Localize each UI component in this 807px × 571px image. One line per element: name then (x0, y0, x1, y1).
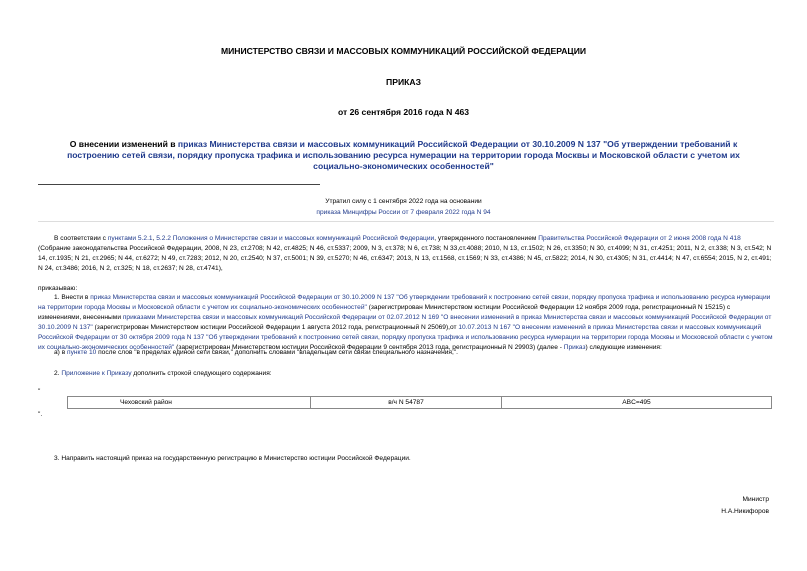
link-order-167[interactable]: 10.07.2013 N 167 "О внесении изменений в приказ Министерства связи и массовых коммуникаций Российской Федерации от 30 октября 2009 года N 137 "Об утверждении требований к построению сетей связи, порядку пропуска трафика и использованию ресурса нумерации на территории города Москвы и Московской области с учетом их социально-экономических особенностей" (38, 324, 773, 351)
numbering-table (67, 396, 772, 409)
title-prefix: О внесении изменений в (69, 139, 178, 149)
preamble-text: В соответствии с (54, 235, 108, 242)
preamble-text: , (152, 235, 157, 242)
item-2-paragraph (38, 369, 774, 379)
link-ministry-regulation[interactable]: Положения о Министерстве связи и массовых коммуникаций Российской Федерации (172, 235, 435, 242)
signature-position: Министр (742, 496, 769, 503)
document-title (50, 139, 757, 172)
link-government-resolution[interactable]: Правительства Российской Федерации от 2 июня 2008 года N 418 (538, 235, 741, 242)
expired-link[interactable]: приказа Минцифры России от 7 февраля 2022 года N 94 (316, 209, 491, 216)
link-order-137[interactable]: приказ Министерства связи и массовых коммуникаций Российской Федерации от 30.10.2009 N 137 "Об утверждении требований к построению сетей связи, порядку пропуска трафика и использованию ресурса нумерации на территории города Москвы и Московской области с учетом их социально-экономических особенностей" (38, 294, 771, 311)
link-order-appendix[interactable]: Приложение к Приказу (61, 370, 132, 377)
ministry-heading: МИНИСТЕРСТВО СВЯЗИ И МАССОВЫХ КОММУНИКАЦИЙ РОССИЙСКОЙ ФЕДЕРАЦИИ (220, 46, 587, 56)
link-points-5-2-1[interactable]: пунктами 5.2.1 (107, 235, 153, 242)
preamble-text: (Собрание законодательства Российской Федерации, 2008, N 23, ст.2708; N 42, ст.4825; N 46, ст.5337; 2009, N 3, ст.378; N 6, ст.738; N 33,ст.4088; 2010, N 13, ст.1502; N 26, ст.3350; N 30, ст.4099; N 31, ст.4251; 2011, N 2, ст.338; N 3, ст.542; N 14, ст.1935; N 21, ст.2965; N 44, ст.6272; N 49, ст.7283; 2012, N 20, ст.2540; N 37, ст.5001; N 39, ст.5270; N 46, ст.6347; 2013, N 13, ст.1568, ст.1569; N 33, ст.4386; N 45, ст.5822; 2014, N 30, ст.4305; N 31, ст.4414; N 47, ст.6554; 2015, N 2, ст.491; N 24, ст.3486; 2016, N 2, ст.325; N 18, ст.2637; N 28, ст.4741), (38, 245, 772, 272)
order-date-heading: от 26 сентября 2016 года N 463 (337, 107, 470, 117)
link-order[interactable]: Приказ (563, 344, 586, 351)
link-point-10[interactable]: пункте 10 (67, 349, 97, 356)
item-1-text: 1. Внести в (54, 294, 91, 301)
sub-item-a-text: а) в (54, 349, 68, 356)
order-type-heading: ПРИКАЗ (386, 77, 421, 87)
link-order-169[interactable]: приказами Министерства связи и массовых коммуникаций Российской Федерации от 02.07.2012 N 169 "О внесении изменений в приказ Министерства связи и массовых коммуникаций Российской Федерации от 30.10.2009 N 137" (38, 314, 772, 331)
signature-name: Н.А.Никифоров (721, 508, 769, 515)
range-cell: ABC=495 (502, 397, 772, 409)
item-3-paragraph: 3. Направить настоящий приказ на государственную регистрацию в Министерство юстиции Российской Федерации. (54, 455, 411, 462)
quote-close: ". (38, 411, 43, 418)
expired-notice (0, 196, 807, 218)
item-1-text: (зарегистрирован Министерством юстиции Российской Федерации 12 ноября 2009 года, регистрационный N 15215) с изменениями, внесенными (38, 304, 731, 321)
link-point-5-2-2[interactable]: 5.2.2 (156, 235, 171, 242)
title-divider (38, 184, 320, 185)
item-1-text: (зарегистрирован Министерством юстиции Российской Федерации 1 августа 2012 года, регистрационный N 25069),от (92, 324, 459, 331)
preamble-text: , утвержденного постановлением (434, 235, 539, 242)
preamble-paragraph (38, 234, 774, 274)
sub-item-a-text: после слов "в пределах единой сети связи," дополнить словами "владельцам сети связи специального назначения,". (96, 349, 458, 356)
item-1-paragraph (38, 293, 774, 353)
item-2-text: 2. (54, 370, 62, 377)
item-1-text: (зарегистрирован Министерством юстиции Российской Федерации 9 сентября 2013 года, регистрационный N 29903) (далее - (174, 344, 564, 351)
item-2-text: дополнить строкой следующего содержания: (131, 370, 272, 377)
table-row (68, 397, 772, 409)
item-1-text: ) следующие изменения: (585, 344, 662, 351)
sub-item-a-paragraph (38, 348, 774, 358)
quote-open: " (38, 388, 41, 395)
license-cell: в/ч N 54787 (311, 397, 502, 409)
expired-divider (38, 221, 774, 222)
title-link-order-137[interactable]: приказ Министерства связи и массовых коммуникаций Российской Федерации от 30.10.2009 N 137 "Об утверждении требований к построению сетей связи, порядку пропуска трафика и использованию ресурса нумерации на территории города Москвы и Московской области с учетом их социально-экономических особенностей" (67, 139, 740, 171)
district-cell: Чеховский район (68, 397, 311, 409)
expired-line: Утратил силу с 1 сентября 2022 года на основании (325, 198, 482, 205)
orders-label: приказываю: (38, 285, 78, 292)
